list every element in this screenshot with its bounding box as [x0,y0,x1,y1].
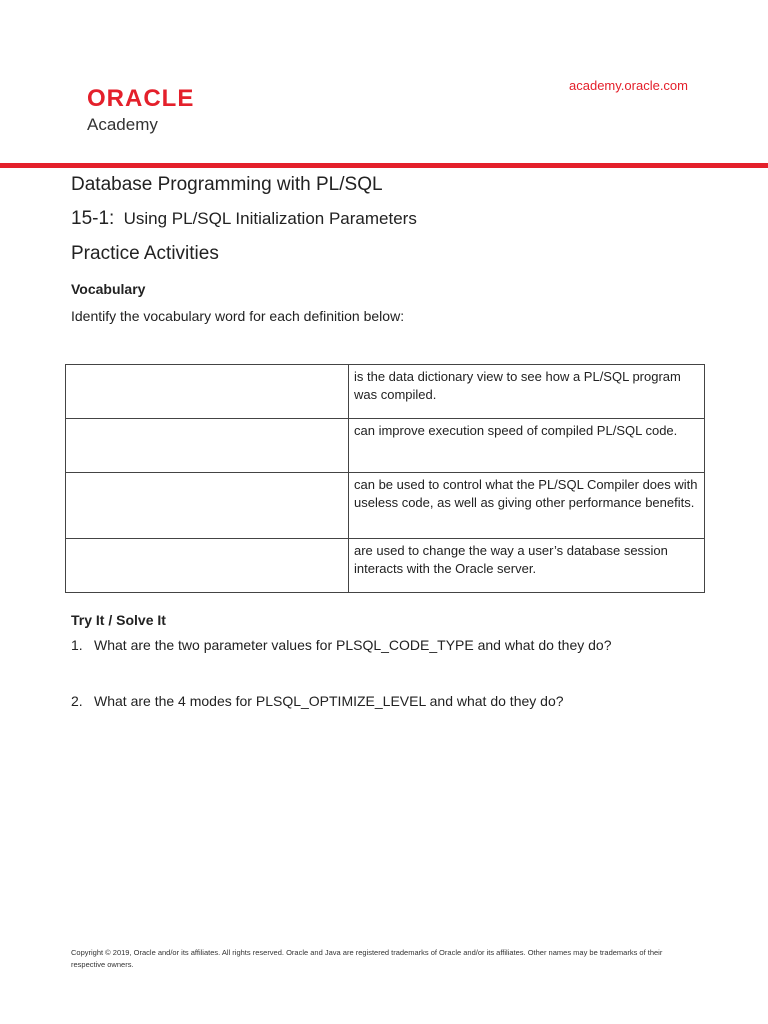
table-row [66,365,705,419]
question-text: What are the 4 modes for PLSQL_OPTIMIZE_LEVEL and what do they do? [94,693,564,709]
site-url-link[interactable]: academy.oracle.com [569,78,688,93]
lesson-heading [71,208,417,230]
vocabulary-instruction: Identify the vocabulary word for each definition below: [71,308,405,324]
logo-wordmark: ORACLE [87,85,195,112]
vocabulary-heading: Vocabulary [71,281,146,297]
table-row [66,419,705,473]
question-number: 1. [71,637,83,653]
table-row [66,539,705,593]
copyright-notice: Copyright © 2019, Oracle and/or its affiliates. All rights reserved. Oracle and Java are registered trademarks of Oracle and/or its affiliates. Other names may be trademarks of their respective owners. [71,948,663,969]
vocabulary-table [65,364,705,593]
logo-subtitle: Academy [87,115,158,134]
term-cell[interactable] [66,365,349,419]
question-number: 2. [71,693,83,709]
course-title: Database Programming with PL/SQL [71,174,383,195]
header-divider [0,163,768,168]
definition-cell: can be used to control what the PL/SQL Compiler does with useless code, as well as giving other performance benefits. [349,473,705,539]
question-item [71,637,612,653]
definition-cell: are used to change the way a user’s database session interacts with the Oracle server. [349,539,705,593]
section-title: Practice Activities [71,243,219,264]
term-cell[interactable] [66,473,349,539]
lesson-title: Using PL/SQL Initialization Parameters [123,209,417,228]
question-item [71,693,564,709]
table-row [66,473,705,539]
definition-cell: can improve execution speed of compiled PL/SQL code. [349,419,705,473]
try-it-heading: Try It / Solve It [71,612,166,628]
definition-cell: is the data dictionary view to see how a PL/SQL program was compiled. [349,365,705,419]
lesson-number: 15-1: [71,208,115,229]
question-text: What are the two parameter values for PLSQL_CODE_TYPE and what do they do? [94,637,612,653]
term-cell[interactable] [66,539,349,593]
term-cell[interactable] [66,419,349,473]
oracle-academy-logo [87,86,194,135]
